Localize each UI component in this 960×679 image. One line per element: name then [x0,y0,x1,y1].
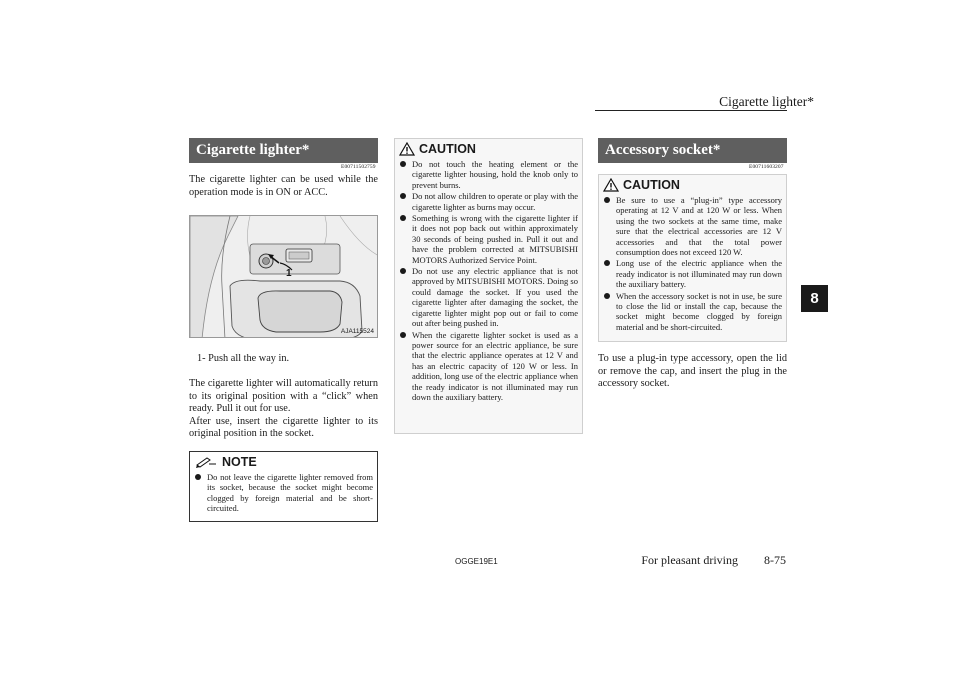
bullet-icon [400,161,406,167]
caution-list-socket [603,195,782,332]
caution-item: Do not allow children to operate or play with the cigarette lighter as burns may occur. [399,191,578,212]
caution-box-socket [598,174,787,342]
figure-code: AJA115524 [340,328,374,335]
caution-item: Long use of the electric appliance when the ready indicator is not illuminated may run down the auxiliary battery. [603,258,782,289]
figure-callout-1: 1 [286,268,292,279]
section-code: E00711502759 [341,164,376,170]
warning-triangle-icon [399,142,415,156]
note-item: Do not leave the cigarette lighter removed from its socket, because the socket might become clogged by foreign material and be short-circuited. [194,472,373,514]
note-list [194,472,373,514]
intro-paragraph: The cigarette lighter can be used while the operation mode is in ON or ACC. [189,174,378,198]
return-paragraph: The cigarette lighter will automatically return to its original position with a “click” when ready. Pull it out for use. After use, insert the cigarette lighter to its original position in the socket. [189,378,378,440]
section-title-cigarette-lighter: Cigarette lighter* [189,138,378,163]
caution-item: Do not use any electric appliance that is not approved by MITSUBISHI MOTORS. Doing so could damage the socket. If you used the cigarette lighter after damaging the socket, the cigarette lighter might pop out or fail to come out after being pushed in. [399,266,578,328]
caution-item: Be sure to use a “plug-in” type accessory operating at 12 V and at 120 W or less. When using the two sockets at the same time, make sure that the electrical accessories are 12 V accessories and that the total power consumption does not exceed 120 W. [603,195,782,257]
page-number: 8-75 [764,553,786,567]
bullet-icon [400,215,406,221]
bullet-icon [400,268,406,274]
caution-list-lighter [399,159,578,402]
header-rule [595,110,787,111]
note-heading: NOTE [194,455,373,469]
bullet-icon [604,293,610,299]
caution-item: Something is wrong with the cigarette lighter if it does not pop back out within approximately 30 seconds of being pushed in. Pull it out and have the problem corrected at MITSUBISHI MOTORS Authorized Service Point. [399,213,578,265]
document-code: OGGE19E1 [455,557,498,566]
note-box [189,451,378,522]
caution-item: Do not touch the heating element or the cigarette lighter housing, hold the knob only to prevent burns. [399,159,578,190]
warning-triangle-icon [603,178,619,192]
bullet-icon [604,260,610,266]
caution-item: When the accessory socket is not in use, be sure to close the lid or install the cap, because the socket might become clogged by foreign material and be short-circuited. [603,291,782,333]
bullet-icon [604,197,610,203]
caution-heading: CAUTION [603,178,782,192]
note-pencil-icon [194,456,218,468]
caution-box-lighter [394,138,583,434]
section-title-accessory-socket: Accessory socket* [598,138,787,163]
caution-item: When the cigarette lighter socket is used as a power source for an electric appliance, be sure that the electric appliance operates at 12 V and has an electric capacity of 120 W or less. In addition, long use of the electric appliance when the ready indicator is not illuminated may run down the auxiliary battery. [399,330,578,403]
bullet-icon [400,193,406,199]
caution-heading: CAUTION [399,142,578,156]
step-1: 1- Push all the way in. [197,353,290,364]
cigarette-lighter-figure [189,215,378,338]
page-footer [641,553,786,568]
bullet-icon [195,474,201,480]
section-code: E00711603207 [749,164,784,170]
chapter-tab: 8 [801,285,828,312]
bullet-icon [400,332,406,338]
page-label: For pleasant driving [641,553,738,567]
socket-paragraph: To use a plug-in type accessory, open the lid or remove the cap, and insert the plug in the accessory socket. [598,353,787,390]
running-header: Cigarette lighter* [719,94,814,109]
console-illustration [190,216,378,338]
